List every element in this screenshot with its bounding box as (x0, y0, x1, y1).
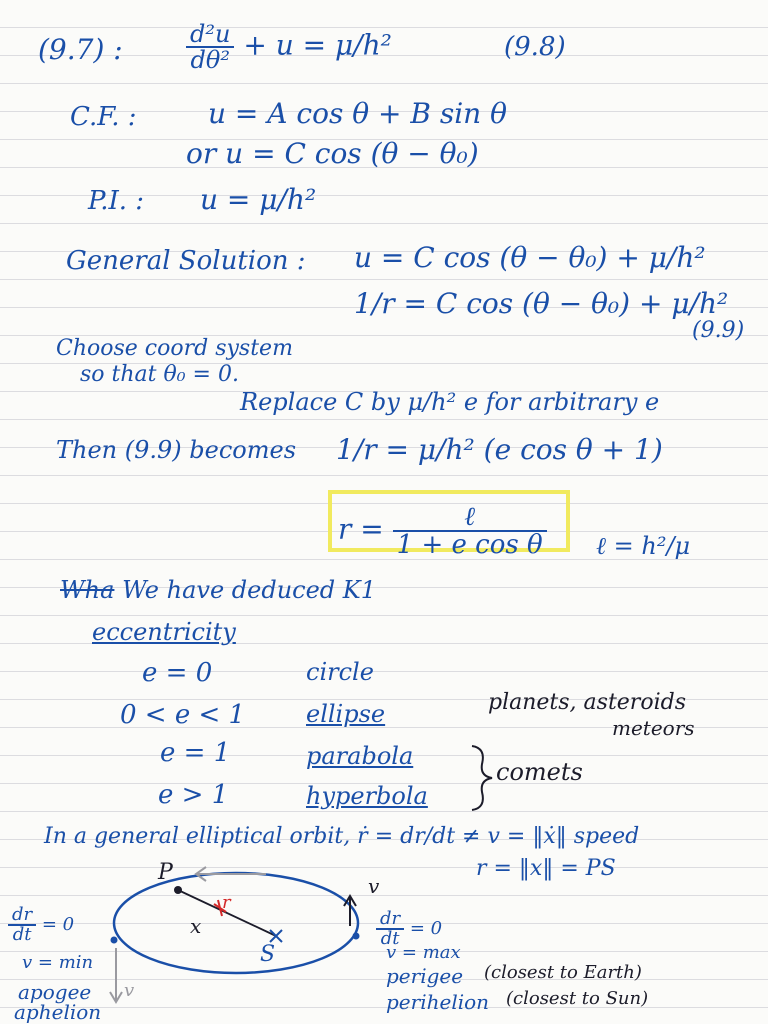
orbit-line-1: In a general elliptical orbit, ṙ = dr/dt ≠ v = ‖ẋ‖ speed (44, 824, 640, 849)
struck-word: Wha (60, 576, 115, 604)
left-dr-num: dr (8, 906, 36, 926)
cf-line-1: u = A cos θ + B sin θ (208, 97, 507, 130)
boxed-numerator: ℓ (393, 504, 547, 532)
ecc-cond-1: 0 < e < 1 (120, 700, 246, 730)
comets-brace (472, 746, 492, 810)
apogee-point (111, 937, 118, 944)
ode-numerator: d²u (186, 22, 234, 48)
label-v-left: v (124, 980, 135, 1001)
ode-rest: + u = μ/h² (243, 28, 392, 62)
label-v-top: v (368, 874, 380, 898)
left-dr-eq: = 0 (41, 914, 75, 935)
left-vmin: v = min (22, 952, 94, 973)
note-comets: comets (496, 758, 583, 786)
right-dr-den: dt (380, 928, 400, 949)
cf-line-2: or u = C cos (θ − θ₀) (186, 137, 479, 170)
ode-denominator: dθ² (190, 46, 230, 74)
left-dr-fraction (8, 906, 36, 944)
right-dr-num: dr (376, 910, 404, 930)
eq-label-9-9: (9.9) (692, 318, 745, 343)
label-s: S (260, 942, 276, 967)
ecc-conic-1: ellipse (306, 700, 386, 728)
then-prefix: Then (9.9) becomes (56, 436, 297, 464)
left-dr-dt (8, 906, 74, 944)
ecc-cond-2: e = 1 (160, 738, 231, 768)
orbit-line-2: r = ‖x‖ = PS (476, 856, 616, 881)
sun-marker (270, 930, 282, 942)
general-line-1: u = C cos (θ − θ₀) + μ/h² (354, 241, 706, 274)
cf-label: C.F. : (70, 102, 137, 132)
pi-line: u = μ/h² (200, 183, 317, 216)
boxed-denominator: 1 + e cos θ (396, 530, 543, 560)
note-planets-2: meteors (612, 716, 695, 740)
ell-definition: ℓ = h²/μ (596, 532, 691, 560)
general-line-2: 1/r = C cos (θ − θ₀) + μ/h² (354, 287, 729, 320)
replace-line: Replace C by μ/h² e for arbitrary e (240, 388, 660, 416)
right-perigee-note: (closest to Earth) (484, 962, 642, 983)
label-r: r (222, 892, 231, 913)
right-vmax: v = max (386, 942, 461, 963)
eq-label-9-7: (9.7) : (38, 33, 123, 66)
deduced-text: We have deduced K1 (122, 576, 376, 604)
choose-line-2: so that θ₀ = 0. (80, 362, 239, 387)
boxed-lhs: r = (338, 512, 384, 546)
eccentricity-heading: eccentricity (92, 618, 236, 646)
ecc-conic-0: circle (306, 658, 374, 686)
right-dr-eq: = 0 (409, 918, 443, 939)
label-x: x (190, 914, 202, 938)
right-perihelion: perihelion (386, 990, 490, 1014)
ecc-conic-3: hyperbola (306, 782, 428, 810)
note-planets-1: planets, asteroids (488, 690, 686, 715)
right-perihelion-note: (closest to Sun) (506, 988, 649, 1009)
ecc-conic-2: parabola (306, 742, 414, 770)
eq-label-9-8: (9.8) (504, 32, 566, 62)
left-aphelion: aphelion (14, 1000, 102, 1024)
ecc-cond-0: e = 0 (142, 658, 213, 688)
perigee-point (353, 933, 360, 940)
choose-line-1: Choose coord system (56, 336, 293, 361)
ecc-cond-3: e > 1 (158, 780, 229, 810)
label-p: P (158, 860, 173, 885)
orbit-ellipse (114, 873, 358, 973)
general-label: General Solution : (66, 246, 306, 276)
point-p (174, 886, 182, 894)
pi-label: P.I. : (88, 186, 145, 216)
right-perigee: perigee (386, 964, 464, 988)
left-apogee: apogee (18, 980, 92, 1004)
left-dr-den: dt (12, 924, 32, 945)
then-equation: 1/r = μ/h² (e cos θ + 1) (336, 433, 663, 466)
